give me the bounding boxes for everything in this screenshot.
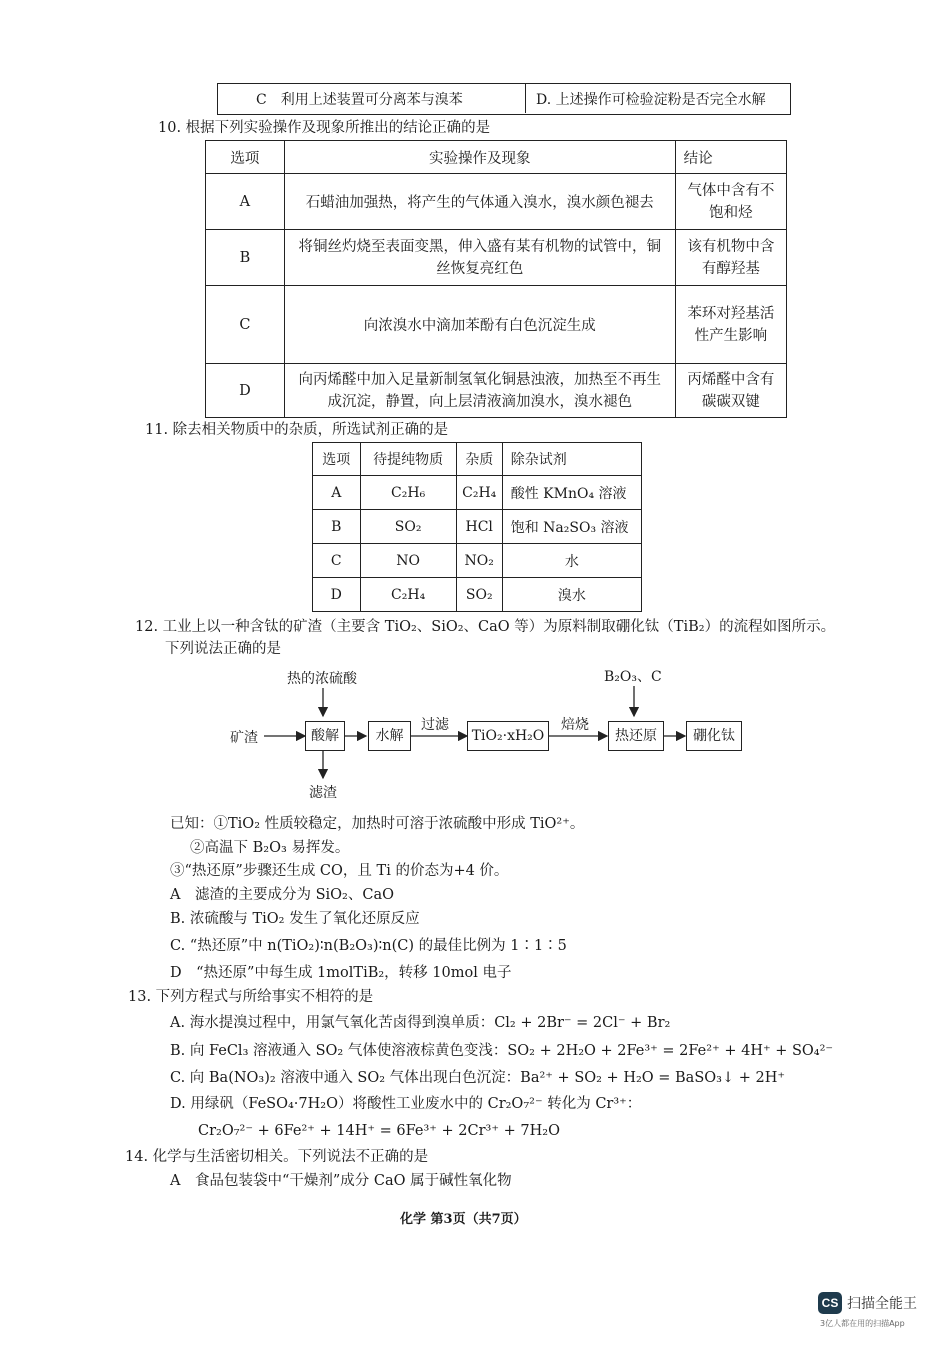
flow-top1-label: 热的浓硫酸 bbox=[287, 671, 357, 687]
q10-operation: 石蜡油加强热，将产生的气体通入溴水，溴水颜色褪去 bbox=[284, 174, 675, 230]
q10-operation: 将铜丝灼烧至表面变黑，伸入盛有某有机物的试管中，铜丝恢复亮红色 bbox=[284, 230, 675, 286]
q14-option-a: A 食品包装袋中“干燥剂”成分 CaO 属于碱性氧化物 bbox=[170, 1173, 512, 1189]
q10-header-operation: 实验操作及现象 bbox=[284, 141, 675, 174]
q13-option-c: C. 向 Ba(NO₃)₂ 溶液中通入 SO₂ 气体出现白色沉淀：Ba²⁺ + SO₂ + H₂O = BaSO₃↓ + 2H⁺ bbox=[170, 1070, 786, 1086]
q11-impurity: SO₂ bbox=[456, 578, 502, 612]
q11-reagent: 酸性 KMnO₄ 溶液 bbox=[502, 476, 641, 510]
q11-substance: C₂H₆ bbox=[360, 476, 456, 510]
q11-impurity: HCl bbox=[456, 510, 502, 544]
q10-conclusion: 该有机物中含有醇羟基 bbox=[675, 230, 786, 286]
watermark-tagline: 3亿人都在用的扫描App bbox=[820, 1319, 905, 1328]
q11-impurity: NO₂ bbox=[456, 544, 502, 578]
flow-box-reduction: 热还原 bbox=[608, 721, 664, 751]
q11-option: B bbox=[313, 510, 361, 544]
q11-substance: C₂H₄ bbox=[360, 578, 456, 612]
q10-option: D bbox=[206, 364, 285, 418]
q10-conclusion: 气体中含有不饱和烃 bbox=[675, 174, 786, 230]
q12-stem-line2: 下列说法正确的是 bbox=[165, 641, 281, 657]
cs-logo-icon: CS bbox=[818, 1292, 842, 1314]
q11-substance: NO bbox=[360, 544, 456, 578]
flow-input-label: 矿渣 bbox=[230, 730, 258, 746]
flow-arrow4-label: 焙烧 bbox=[561, 717, 589, 733]
flow-top2-label: B₂O₃、C bbox=[604, 669, 662, 685]
flow-box-hydrolysis: 水解 bbox=[368, 721, 411, 751]
flow-box-acid: 酸解 bbox=[305, 721, 345, 751]
q14-stem: 14. 化学与生活密切相关。下列说法不正确的是 bbox=[125, 1149, 429, 1165]
q11-header-impurity: 杂质 bbox=[456, 443, 502, 476]
q13-option-b: B. 向 FeCl₃ 溶液通入 SO₂ 气体使溶液棕黄色变浅：SO₂ + 2H₂O + 2Fe³⁺ = 2Fe²⁺ + 4H⁺ + SO₄²⁻ bbox=[170, 1043, 834, 1059]
q11-option: A bbox=[313, 476, 361, 510]
q11-substance: SO₂ bbox=[360, 510, 456, 544]
flow-arrow3-label: 过滤 bbox=[421, 717, 449, 733]
scanner-watermark bbox=[818, 1290, 938, 1332]
q10-header-conclusion: 结论 bbox=[675, 141, 786, 174]
q11-option: D bbox=[313, 578, 361, 612]
q13-option-d-line2: Cr₂O₇²⁻ + 6Fe²⁺ + 14H⁺ = 6Fe³⁺ + 2Cr³⁺ + 7H₂O bbox=[198, 1123, 560, 1139]
q10-operation: 向浓溴水中滴加苯酚有白色沉淀生成 bbox=[284, 286, 675, 364]
q12-option-c: C. “热还原”中 n(TiO₂)∶n(B₂O₃)∶n(C) 的最佳比例为 1∶1∶5 bbox=[170, 938, 567, 954]
page-footer: 化学 第3页（共7页） bbox=[400, 1212, 527, 1227]
q10-option: A bbox=[206, 174, 285, 230]
q10-header-option: 选项 bbox=[206, 141, 285, 174]
q12-known-1: 已知：①TiO₂ 性质较稳定，加热时可溶于浓硫酸中形成 TiO²⁺。 bbox=[170, 816, 585, 832]
flow-bottom1-label: 滤渣 bbox=[309, 785, 337, 801]
q11-header-substance: 待提纯物质 bbox=[360, 443, 456, 476]
q13-option-d-line1: D. 用绿矾（FeSO₄·7H₂O）将酸性工业废水中的 Cr₂O₇²⁻ 转化为 Cr³⁺： bbox=[170, 1096, 642, 1112]
q9-option-d: D. 上述操作可检验淀粉是否完全水解 bbox=[536, 92, 766, 108]
q13-stem: 13. 下列方程式与所给事实不相符的是 bbox=[128, 989, 374, 1005]
q10-conclusion: 苯环对羟基活性产生影响 bbox=[675, 286, 786, 364]
q12-option-a: A 滤渣的主要成分为 SiO₂、CaO bbox=[170, 887, 394, 903]
q11-reagent: 水 bbox=[502, 544, 641, 578]
q11-option: C bbox=[313, 544, 361, 578]
q11-impurity: C₂H₄ bbox=[456, 476, 502, 510]
flow-box-product: 硼化钛 bbox=[686, 721, 742, 751]
q12-known-2: ②高温下 B₂O₃ 易挥发。 bbox=[190, 840, 350, 856]
q10-option: C bbox=[206, 286, 285, 364]
q10-option: B bbox=[206, 230, 285, 286]
q12-stem-line1: 12. 工业上以一种含钛的矿渣（主要含 TiO₂、SiO₂、CaO 等）为原料制取硼化钛（TiB₂）的流程如图所示。 bbox=[135, 619, 836, 635]
q9-option-c: C 利用上述装置可分离苯与溴苯 bbox=[256, 92, 463, 108]
q11-stem: 11. 除去相关物质中的杂质，所选试剂正确的是 bbox=[145, 422, 449, 438]
q10-operation: 向丙烯醛中加入足量新制氢氧化铜悬浊液，加热至不再生成沉淀，静置，向上层清液滴加溴水，溴水褪色 bbox=[284, 364, 675, 418]
q13-option-a: A. 海水提溴过程中，用氯气氧化苦卤得到溴单质：Cl₂ + 2Br⁻ = 2Cl⁻ + Br₂ bbox=[170, 1015, 671, 1031]
q10-stem: 10. 根据下列实验操作及现象所推出的结论正确的是 bbox=[158, 120, 491, 136]
q12-known-3: ③“热还原”步骤还生成 CO，且 Ti 的价态为+4 价。 bbox=[170, 863, 509, 879]
q10-conclusion: 丙烯醛中含有碳碳双键 bbox=[675, 364, 786, 418]
q11-header-reagent: 除杂试剂 bbox=[502, 443, 641, 476]
q11-reagent: 饱和 Na₂SO₃ 溶液 bbox=[502, 510, 641, 544]
watermark-brand: 扫描全能王 bbox=[847, 1296, 917, 1312]
q11-header-option: 选项 bbox=[313, 443, 361, 476]
flow-box-tio2: TiO₂·xH₂O bbox=[467, 721, 549, 751]
q12-option-d: D “热还原”中每生成 1molTiB₂，转移 10mol 电子 bbox=[170, 965, 512, 981]
q11-reagent: 溴水 bbox=[502, 578, 641, 612]
q12-option-b: B. 浓硫酸与 TiO₂ 发生了氧化还原反应 bbox=[170, 911, 420, 927]
